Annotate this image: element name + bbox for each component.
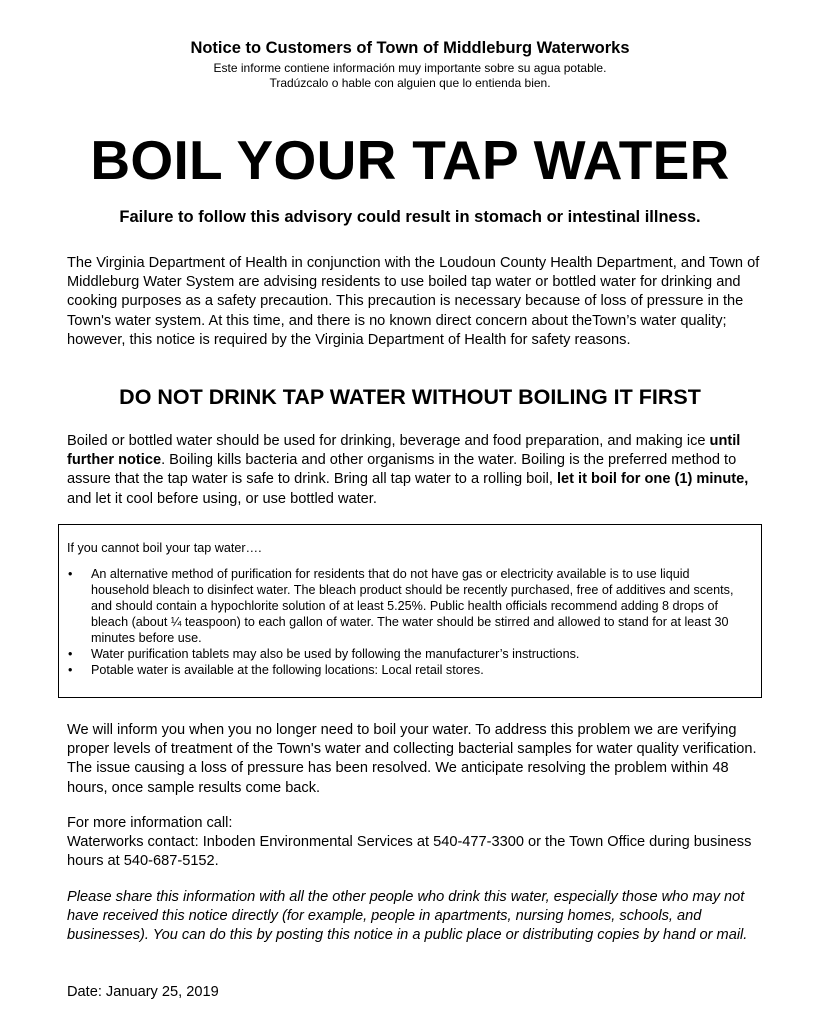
spanish-notice-line-2: Tradúzcalo o hable con alguien que lo entienda bien. (269, 76, 551, 90)
bullet-icon: • (68, 647, 73, 661)
list-item (67, 646, 747, 662)
boil-water-headline: BOIL YOUR TAP WATER (90, 129, 730, 191)
share-text: Please share this information with all the other people who drink this water, especially those who may not have received this notice directly (for example, people in apartments, nursing homes, schools, and businesses). You can do this by posting this notice in a public place or distributing copies by hand or mail. (67, 889, 748, 944)
boil-text-part-2: . Boiling kills bacteria and other organisms in the water. Boiling is the preferred method to assure that the tap water is safe to drink. Bring all tap water to a rolling boil, (67, 452, 737, 488)
contact-heading: For more information call: (67, 815, 233, 831)
alternatives-intro: If you cannot boil your tap water…. (67, 541, 262, 555)
potable-water-locations-text: Potable water is available at the following locations: Local retail stores. (91, 663, 484, 677)
boil-text-part-1: Boiled or bottled water should be used for drinking, beverage and food preparation, and making ice (67, 433, 710, 449)
spanish-notice-line-1: Este informe contiene información muy importante sobre su agua potable. (213, 61, 607, 75)
update-paragraph: We will inform you when you no longer need to boil your water. To address this problem we are verifying proper levels of treatment of the Town's water and collecting bacterial samples for water quality verification. The issue causing a loss of pressure has been resolved. We anticipate resolving the problem within 48 hours, once sample results come back. (67, 722, 757, 796)
list-item (67, 662, 747, 678)
intro-paragraph: The Virginia Department of Health in conjunction with the Loudoun County Health Department, and Town of Middleburg Water System are advising residents to use boiled tap water or bottled water for drinking and cooking purposes as a safety precaution. This precaution is necessary because of loss of pressure in the Town's water system. At this time, and there is no known direct concern about theTown’s water quality; however, this notice is required by the Virginia Department of Health for safety reasons. (67, 255, 760, 348)
bullet-icon: • (68, 567, 73, 581)
bleach-method-text: An alternative method of purification for residents that do not have gas or electricity available is to use liquid household bleach to disinfect water. The bleach product should be recently purchased, free of additives and scents, and should contain a hypochlorite solution of at least 5.25%. Public health officials recommend adding 8 drops of bleach (about ¼ teaspoon) to each gallon of water. The water should be stirred and allowed to stand for at least 30 minutes before use. (91, 567, 734, 645)
illness-warning: Failure to follow this advisory could result in stomach or intestinal illness. (119, 208, 701, 226)
tablets-text: Water purification tablets may also be used by following the manufacturer’s instructions. (91, 647, 580, 661)
bullet-icon: • (68, 663, 73, 677)
do-not-drink-subheading: DO NOT DRINK TAP WATER WITHOUT BOILING IT FIRST (119, 385, 701, 409)
until-further-notice-text: until further notice (67, 433, 741, 469)
boil-instructions-paragraph (67, 432, 767, 509)
notice-date: Date: January 25, 2019 (67, 984, 219, 1000)
list-item (67, 566, 747, 646)
boil-text-part-3: and let it cool before using, or use bottled water. (67, 490, 377, 507)
alternatives-box (58, 524, 762, 698)
contact-details: Waterworks contact: Inboden Environmental Services at 540-477-3300 or the Town Office during business hours at 540-687-5152. (67, 834, 752, 870)
share-paragraph (67, 888, 767, 946)
notice-title: Notice to Customers of Town of Middleburg Waterworks (190, 39, 630, 57)
alternatives-list (67, 566, 747, 678)
boil-one-minute-text: let it boil for one (1) minute, (556, 471, 749, 488)
